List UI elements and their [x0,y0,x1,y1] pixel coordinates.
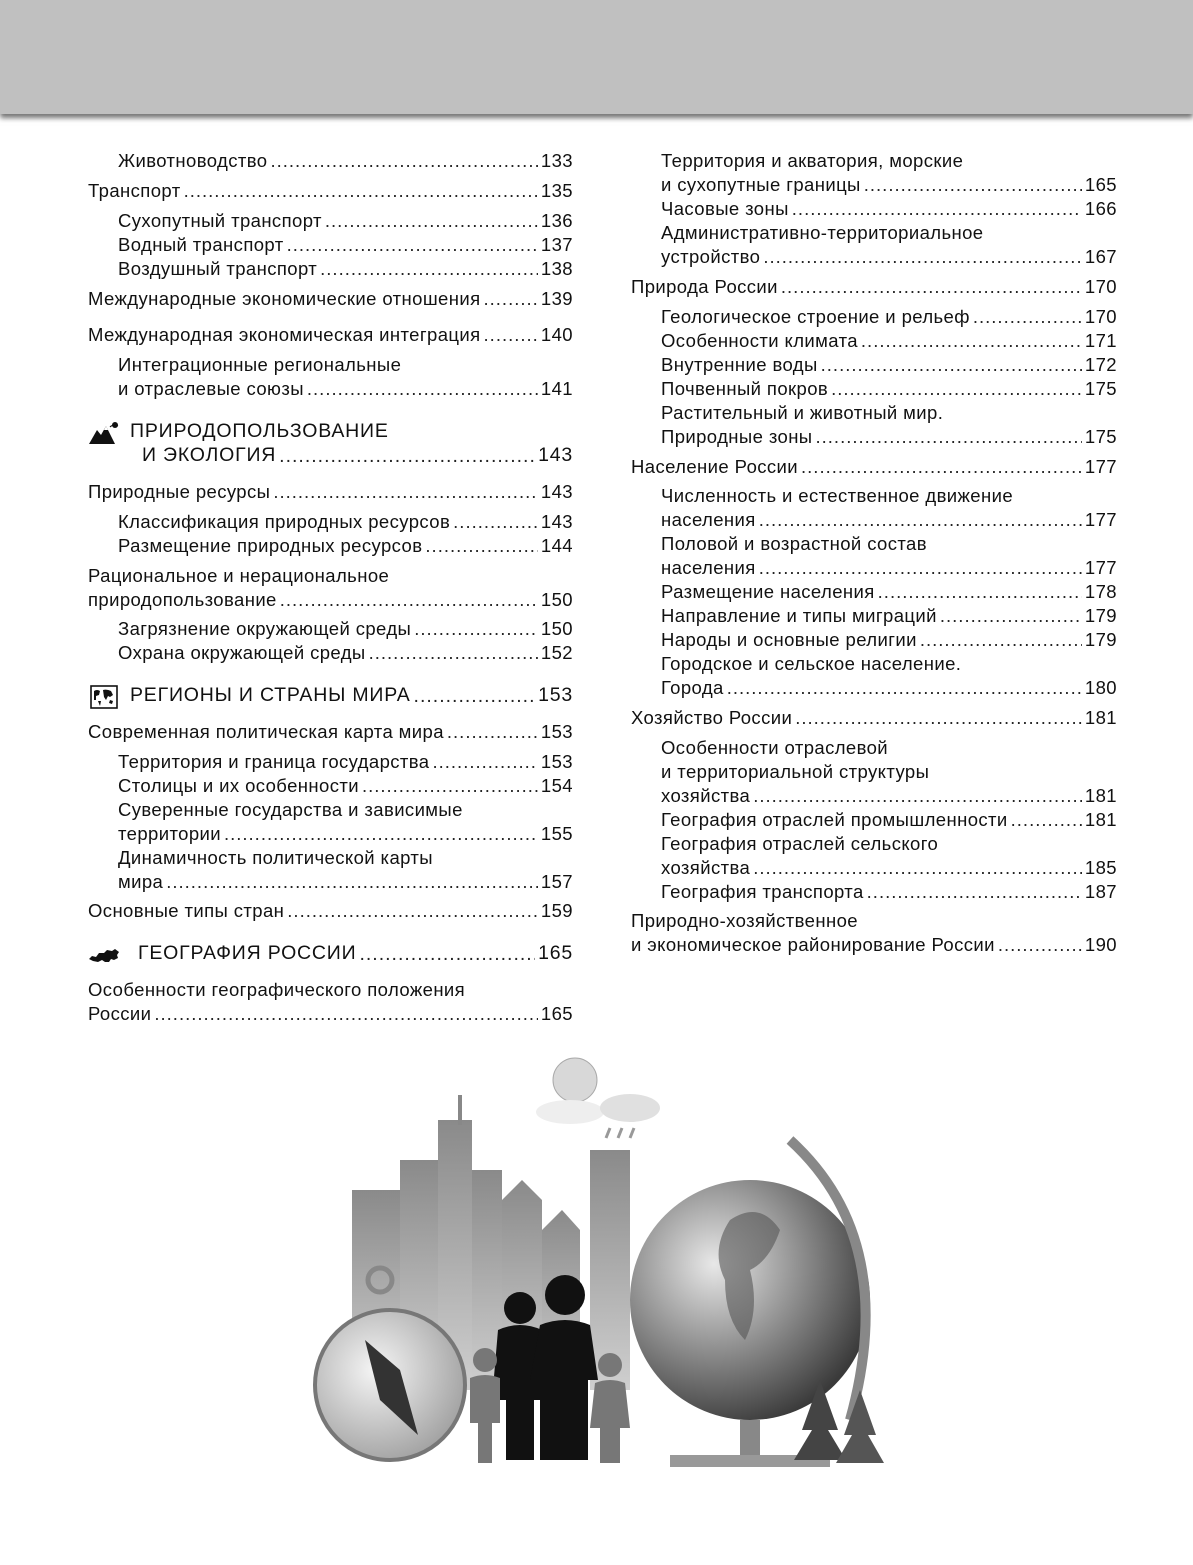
toc-entry-line1: Рациональное и нерациональное [88,565,390,586]
toc-entry[interactable]: Территория и граница государства ..... 153 [118,750,573,774]
mountain-icon [88,421,120,445]
toc-entry-line1: География отраслей сельского [661,833,939,854]
sun-icon [536,1058,604,1124]
toc-entry[interactable]: Геологическое строение и рельеф ..... 170 [661,305,1117,329]
toc-entry[interactable]: Природа России ..... 170 [631,275,1117,299]
toc-entry[interactable]: хозяйства ..... 185 [661,856,1117,880]
russia-map-icon [88,943,120,967]
toc-entry[interactable]: Направление и типы миграций ..... 179 [661,604,1117,628]
toc-entry[interactable]: Особенности климата ..... 171 [661,329,1117,353]
toc-entry[interactable]: Внутренние воды ..... 172 [661,353,1117,377]
toc-entry-line1: Суверенные государства и зависимые [118,799,463,820]
toc-entry[interactable]: Современная политическая карта мира ..... 153 [88,720,573,744]
toc-entry-line1: Городское и сельское население. [661,653,962,674]
toc-entry[interactable]: Часовые зоны ..... 166 [661,197,1117,221]
toc-entry[interactable]: хозяйства ..... 181 [661,784,1117,808]
toc-entry[interactable]: России ..... 165 [88,1002,573,1026]
toc-entry[interactable]: Транспорт ..... 135 [88,179,573,203]
toc-entry[interactable]: Народы и основные религии ..... 179 [661,628,1117,652]
toc-entry[interactable]: Хозяйство России ..... 181 [631,706,1117,730]
toc-entry[interactable]: устройство ..... 167 [661,245,1117,269]
toc-entry[interactable]: Водный транспорт ..... 137 [118,233,573,257]
toc-entry[interactable]: Основные типы стран ..... 159 [88,899,573,923]
toc-entry[interactable]: природопользование ..... 150 [88,588,573,612]
toc-entry-line1: Динамичность политической карты [118,847,433,868]
rain-cloud-icon [600,1094,660,1138]
toc-section-nature-use[interactable]: ПРИРОДОПОЛЬЗОВАНИЕ И ЭКОЛОГИЯ ..... 143 [88,419,573,469]
toc-entry[interactable]: Сухопутный транспорт ..... 136 [118,209,573,233]
toc-entry[interactable]: и отраслевые союзы ..... 141 [118,377,573,401]
toc-entry[interactable]: Международная экономическая интеграция ..... 140 [88,323,573,347]
toc-entry[interactable]: территории ..... 155 [118,822,573,846]
toc-entry[interactable]: мира ..... 157 [118,870,573,894]
toc-entry-line1: Половой и возрастной состав [661,533,927,554]
toc-entry[interactable]: География отраслей промышленности ..... 181 [661,808,1117,832]
toc-entry-line1: Территория и акватория, морские [661,150,964,171]
toc-entry-line1: Природно-хозяйственное [631,910,858,931]
toc-entry[interactable]: Размещение населения ..... 178 [661,580,1117,604]
world-map-icon [88,685,120,709]
toc-entry[interactable]: Природные зоны ..... 175 [661,425,1117,449]
toc-entry-line1: Растительный и животный мир. [661,402,944,423]
toc-entry[interactable]: Животноводство ..... 133 [118,149,573,173]
toc-entry[interactable]: Международные экономические отношения ..... 139 [88,287,573,311]
toc-entry[interactable]: Города ..... 180 [661,676,1117,700]
globe-icon [630,1140,870,1467]
toc-entry-line1: Интеграционные региональные [118,354,402,375]
toc-entry-line2: и территориальной структуры [661,761,930,782]
toc-entry[interactable]: населения ..... 177 [661,556,1117,580]
toc-entry[interactable]: Воздушный транспорт ..... 138 [118,257,573,281]
toc-entry[interactable]: Загрязнение окружающей среды ..... 150 [118,617,573,641]
toc-entry[interactable]: Почвенный покров ..... 175 [661,377,1117,401]
toc-section-regions[interactable]: РЕГИОНЫ И СТРАНЫ МИРА ..... 153 [88,683,573,708]
toc-entry[interactable]: Столицы и их особенности ..... 154 [118,774,573,798]
toc-entry[interactable]: и экономическое районирование России ..... 190 [631,933,1117,957]
geography-illustration [300,1040,900,1480]
toc-entry[interactable]: Охрана окружающей среды ..... 152 [118,641,573,665]
toc-entry[interactable]: Классификация природных ресурсов ..... 143 [118,510,573,534]
toc-entry[interactable]: Размещение природных ресурсов ..... 144 [118,534,573,558]
header-band [0,0,1193,114]
toc-entry[interactable]: и сухопутные границы ..... 165 [661,173,1117,197]
toc-entry-line1: Особенности географического положения [88,979,466,1000]
toc-entry-line1: Численность и естественное движение [661,485,1014,506]
toc-entry[interactable]: Население России ..... 177 [631,455,1117,479]
toc-entry[interactable]: География транспорта ..... 187 [661,880,1117,904]
toc-section-russia[interactable]: ГЕОГРАФИЯ РОССИИ ..... 165 [88,941,573,966]
toc-entry[interactable]: Природные ресурсы ..... 143 [88,480,573,504]
toc-entry-line1: Административно-территориальное [661,222,984,243]
toc-entry-line1: Особенности отраслевой [661,737,889,758]
toc-entry[interactable]: населения ..... 177 [661,508,1117,532]
